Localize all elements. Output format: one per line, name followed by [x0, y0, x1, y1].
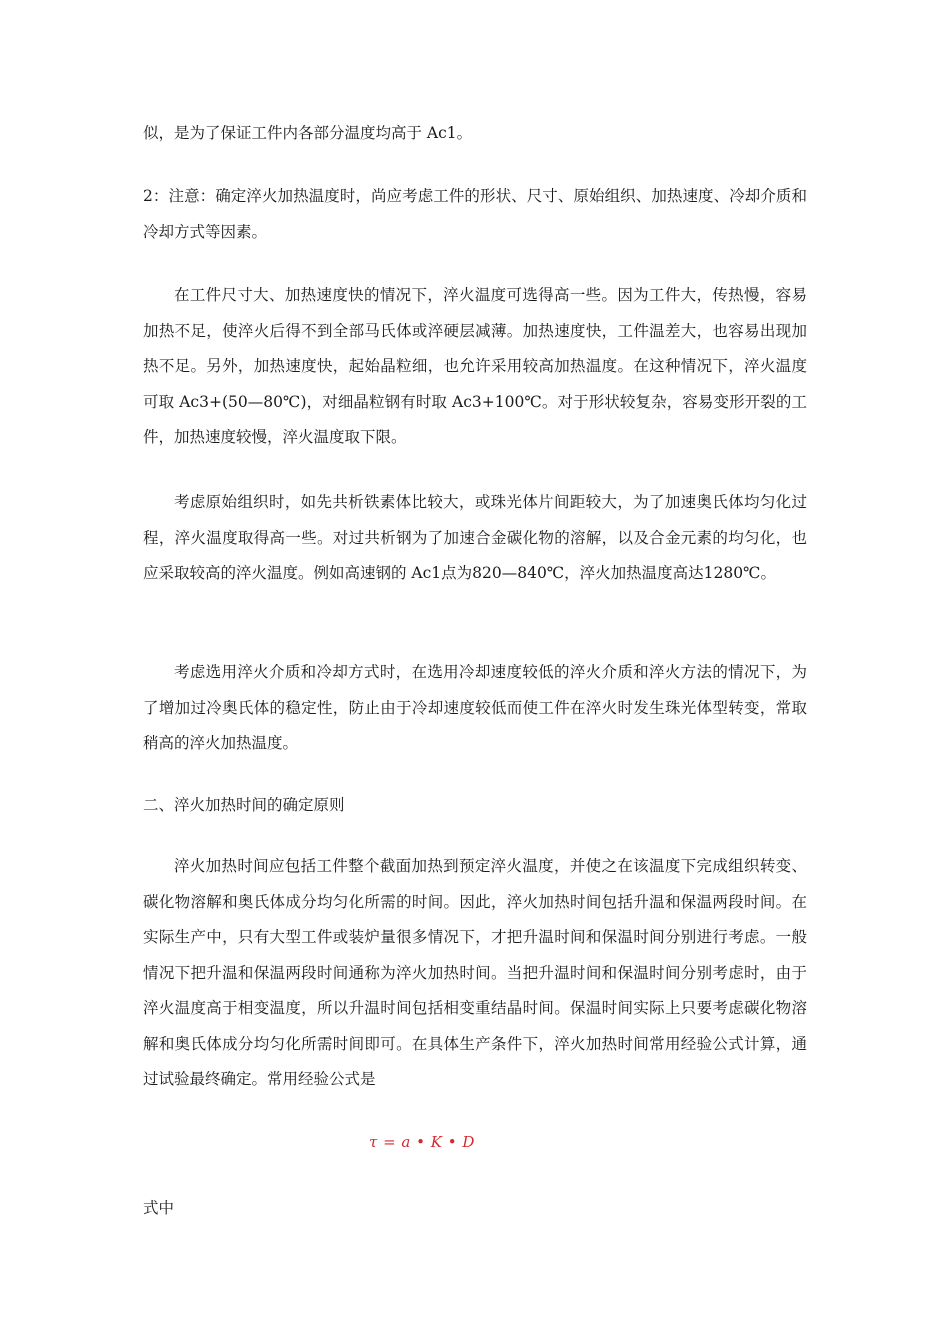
paragraph-quench-medium: 考虑选用淬火介质和冷却方式时，在选用冷却速度较低的淬火介质和淬火方法的情况下，为了增加过冷奥氏体的稳定性，防止由于冷却速度较低而使工件在淬火时发生珠光体型转变，常取稍高的淬火加热温度。: [143, 663, 807, 752]
paragraph-workpiece-size: 在工件尺寸大、加热速度快的情况下，淬火温度可选得高一些。因为工件大，传热慢，容易加热不足，使淬火后得不到全部马氏体或淬硬层减薄。加热速度快，工件温差大，也容易出现加热不足。另外，加热速度快，起始晶粒细，也允许采用较高加热温度。在这种情况下，淬火温度可取 Ac3+(50—80℃)，对细晶粒钢有时取 Ac3+100℃。对于形状较复杂，容易变形开裂的工件，加热速度较慢，淬火温度取下限。: [143, 286, 807, 446]
formula-label: 式中: [143, 1199, 175, 1217]
paragraph-continuation: 似，是为了保证工件内各部分温度均高于 Ac1。: [143, 124, 473, 142]
paragraph-original-structure: 考虑原始组织时，如先共析铁素体比较大，或珠光体片间距较大，为了加速奥氏体均匀化过程，淬火温度取得高一些。对过共析钢为了加速合金碳化物的溶解，以及合金元素的均匀化，也应采取较高的淬火温度。例如高速钢的 Ac1点为820—840℃，淬火加热温度高达1280℃。: [143, 493, 807, 582]
paragraph-heating-time: 淬火加热时间应包括工件整个截面加热到预定淬火温度，并使之在该温度下完成组织转变、碳化物溶解和奥氏体成分均匀化所需的时间。因此，淬火加热时间包括升温和保温两段时间。在实际生产中，只有大型工件或装炉量很多情况下，才把升温时间和保温时间分别进行考虑。一般情况下把升温和保温两段时间通称为淬火加热时间。当把升温时间和保温时间分别考虑时，由于淬火温度高于相变温度，所以升温时间包括相变重结晶时间。保温时间实际上只要考虑碳化物溶解和奥氏体成分均匀化所需时间即可。在具体生产条件下，淬火加热时间常用经验公式计算，通过试验最终确定。常用经验公式是: [143, 857, 807, 1088]
section-heading: 二、淬火加热时间的确定原则: [143, 796, 345, 814]
formula: τ = a • K • D: [369, 1133, 475, 1151]
paragraph-note: 2：注意：确定淬火加热温度时，尚应考虑工件的形状、尺寸、原始组织、加热速度、冷却介质和冷却方式等因素。: [143, 187, 807, 241]
